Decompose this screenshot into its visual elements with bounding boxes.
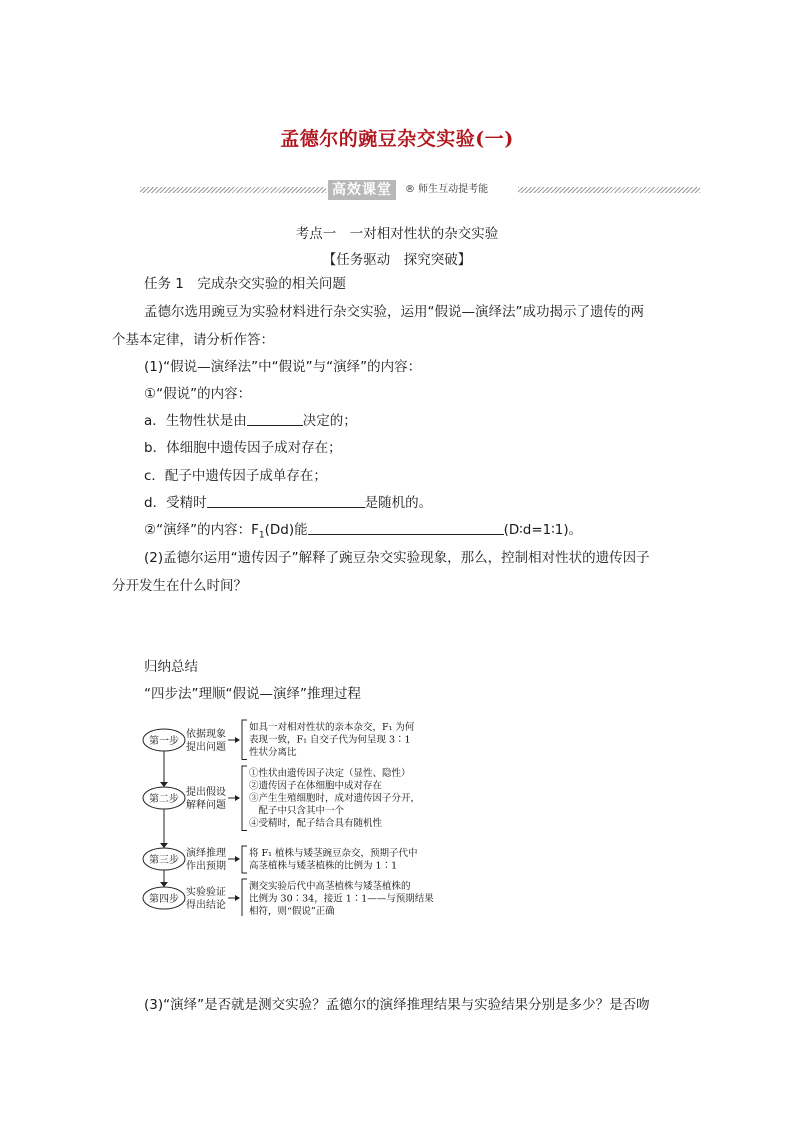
item-c: c．配子中遗传因子成单存在； <box>144 468 327 484</box>
step-content-line: ①性状由遗传因子决定（显性、隐性） <box>249 768 411 779</box>
flow-arrow-head <box>160 882 168 887</box>
item-2-pre: ②“演绎”的内容：F <box>144 522 259 538</box>
question-2-line-1: (2)孟德尔运用“遗传因子”解释了豌豆杂交实验现象，那么，控制相对性状的遗传因子 <box>144 550 650 566</box>
section-banner <box>140 182 700 198</box>
four-step-flowchart <box>140 716 440 916</box>
step-action-line: 作出预期 <box>186 861 226 872</box>
step-content-line: 测交实验后代中高茎植株与矮茎植株的 <box>249 881 411 892</box>
flow-arrow-head <box>235 795 240 801</box>
step-label: 第二步 <box>149 794 179 805</box>
step-action-line: 提出问题 <box>186 742 226 753</box>
page-title: 孟德尔的豌豆杂交实验(一) <box>280 128 514 150</box>
item-a-pre: a．生物性状是由 <box>144 413 247 429</box>
task-heading: 任务 1 完成杂交实验的相关问题 <box>144 276 346 292</box>
step-content-line: 比例为 30∶34，接近 1∶1——与预期结果 <box>249 893 434 905</box>
question-1-sub: ①“假说”的内容： <box>144 386 252 402</box>
section-title: 考点一 一对相对性状的杂交实验 <box>295 226 499 242</box>
step-content-line: 高茎植株与矮茎植株的比例为 1∶1 <box>249 860 398 872</box>
question-3: (3)“演绎”是否就是测交实验？孟德尔的演绎推理结果与实验结果分别是多少？是否吻 <box>144 997 650 1013</box>
blank-a[interactable] <box>247 411 303 426</box>
content-bracket <box>242 879 247 916</box>
item-d <box>144 493 432 513</box>
content-bracket <box>242 766 247 831</box>
banner-stripes-left <box>140 187 326 193</box>
step-content-line: 将 F₁ 植株与矮茎豌豆杂交，预期子代中 <box>249 848 418 859</box>
item-2-sub: 1 <box>258 530 265 541</box>
step-action-line: 实验验证 <box>186 887 226 898</box>
item-d-post: 是随机的。 <box>364 495 433 511</box>
step-action-line: 演绎推理 <box>186 848 226 859</box>
flow-arrow-head <box>235 895 240 901</box>
summary-title: 归纳总结 <box>144 659 198 675</box>
flow-arrow-head <box>160 843 168 848</box>
item-a <box>144 411 357 431</box>
step-content-line: 配子中只含其中一个 <box>249 805 345 817</box>
step-label: 第四步 <box>149 894 179 905</box>
item-2-mid: (Dd)能 <box>264 522 308 538</box>
step-content-line: ④受精时，配子结合具有随机性 <box>249 818 383 829</box>
intro-line-2: 个基本定律，请分析作答： <box>112 332 274 348</box>
step-action-line: 得出结论 <box>186 900 226 911</box>
flow-arrow-head <box>235 856 240 862</box>
question-2-line-2: 分开发生在什么时间？ <box>112 578 247 594</box>
summary-subtitle: “四步法”理顺“假说—演绎”推理过程 <box>144 686 361 702</box>
blank-d[interactable] <box>207 493 365 508</box>
banner-stripes-right <box>518 187 700 193</box>
question-1: (1)“假说—演绎法”中“假说”与“演绎”的内容： <box>144 359 422 375</box>
banner-label: 高效课堂 <box>328 180 396 200</box>
step-action-line: 依据现象 <box>186 729 226 740</box>
flow-arrow-head <box>160 782 168 787</box>
banner-subtitle: ® 师生互动提考能 <box>402 182 491 198</box>
item-2-post: (D∶d=1∶1)。 <box>503 522 583 538</box>
item-2 <box>144 520 582 546</box>
content-bracket <box>242 846 247 873</box>
blank-2[interactable] <box>308 520 504 535</box>
step-content-line: 相符，则“假说”正确 <box>249 906 335 916</box>
step-action-line: 提出假设 <box>186 787 226 798</box>
step-label: 第三步 <box>149 855 179 866</box>
item-b: b．体细胞中遗传因子成对存在； <box>144 440 342 456</box>
item-a-post: 决定的； <box>302 413 357 429</box>
step-content-line: ③产生生殖细胞时，成对遗传因子分开， <box>249 793 421 804</box>
step-action-line: 解释问题 <box>186 800 226 811</box>
step-content-line: 性状分离比 <box>249 747 297 758</box>
section-subtitle: 【任务驱动 探究突破】 <box>322 252 472 268</box>
step-content-line: 如具一对相对性状的亲本杂交，F₁ 为何 <box>249 722 415 733</box>
content-bracket <box>242 720 247 760</box>
step-content-line: 表现一致，F₁ 自交子代为何呈现 3∶1 <box>249 734 411 746</box>
intro-line-1: 孟德尔选用豌豆为实验材料进行杂交实验，运用“假说—演绎法”成功揭示了遗传的两 <box>144 304 644 320</box>
flow-arrow-head <box>235 737 240 743</box>
step-content-line: ②遗传因子在体细胞中成对存在 <box>249 780 383 792</box>
step-label: 第一步 <box>149 736 179 747</box>
item-d-pre: d．受精时 <box>144 495 207 511</box>
